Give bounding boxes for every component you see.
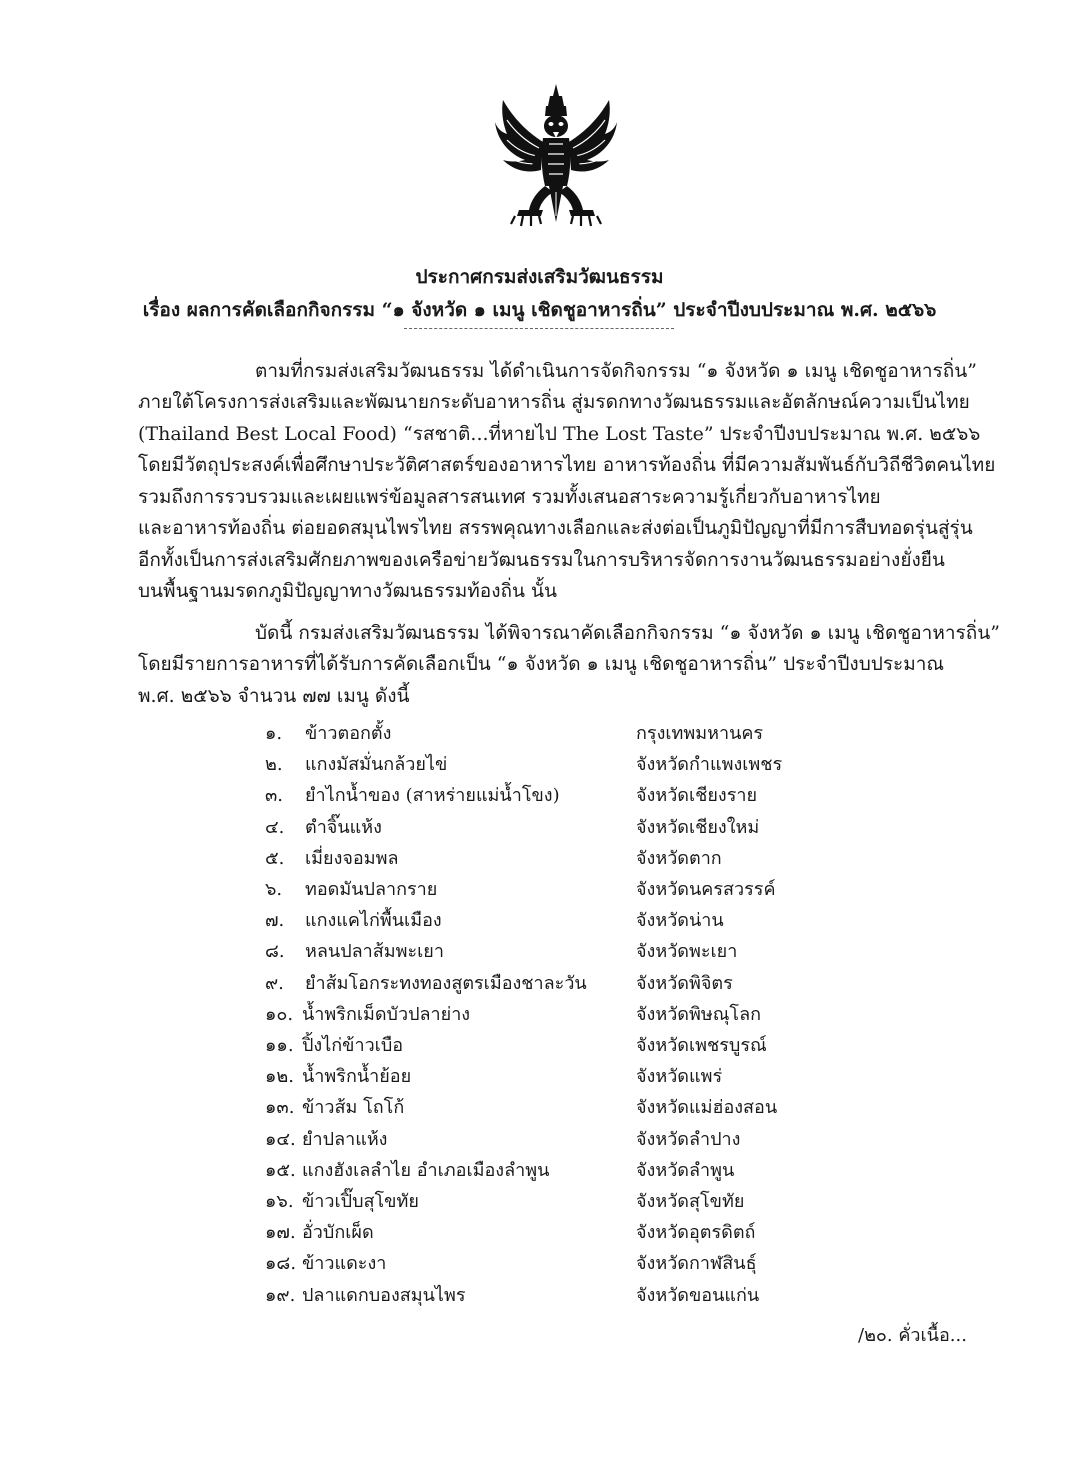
menu-item-name: ยำไกน้ำของ (สาหร่ายแม่น้ำโขง) <box>305 785 560 806</box>
paragraph-line: โดยมีรายการอาหารที่ได้รับการคัดเลือกเป็น “๑ จังหวัด ๑ เมนู เชิดชูอาหารถิ่น” ประจำปีงบประมาณ <box>138 653 945 675</box>
menu-item-name: แกงฮังเลลำไย อำเภอเมืองลำพูน <box>302 1160 550 1181</box>
menu-item-name: น้ำพริกน้ำย้อย <box>302 1066 412 1087</box>
garuda-emblem-icon <box>493 82 619 232</box>
menu-item-number: ๘. <box>265 941 285 962</box>
menu-item-number: ๓. <box>265 785 284 806</box>
menu-item-province: จังหวัดนครสวรรค์ <box>636 879 776 900</box>
paragraph-line: ภายใต้โครงการส่งเสริมและพัฒนายกระดับอาหารถิ่น สู่มรดกทางวัฒนธรรมและอัตลักษณ์ความเป็นไทย <box>138 391 970 413</box>
menu-item-number: ๑๔. <box>265 1129 296 1150</box>
menu-item-number: ๑๒. <box>265 1066 295 1087</box>
menu-item-name: แกงมัสมั่นกล้วยไข่ <box>305 754 448 775</box>
menu-item-number: ๙. <box>265 973 284 994</box>
menu-item-province: กรุงเทพมหานคร <box>636 723 764 744</box>
menu-item-province: จังหวัดกำแพงเพชร <box>636 754 783 775</box>
paragraph-line: รวมถึงการรวบรวมและเผยแพร่ข้อมูลสารสนเทศ รวมทั้งเสนอสาระความรู้เกี่ยวกับอาหารไทย <box>138 486 881 508</box>
paragraph-line: โดยมีวัตถุประสงค์เพื่อศึกษาประวัติศาสตร์ของอาหารไทย อาหารท้องถิ่น ที่มีความสัมพันธ์กับวิถีชีวิตคนไทย <box>138 454 996 476</box>
menu-item-name: อั่วบักเผ็ด <box>302 1222 374 1243</box>
menu-item-province: จังหวัดตาก <box>636 848 722 869</box>
menu-item-province: จังหวัดพะเยา <box>636 941 738 962</box>
paragraph-line: บนพื้นฐานมรดกภูมิปัญญาทางวัฒนธรรมท้องถิ่น นั้น <box>138 580 557 602</box>
menu-item-number: ๑๑. <box>265 1035 294 1056</box>
title-divider <box>404 328 674 329</box>
menu-item-number: ๑๙. <box>265 1285 296 1306</box>
paragraph-line: ตามที่กรมส่งเสริมวัฒนธรรม ได้ดำเนินการจัดกิจกรรม “๑ จังหวัด ๑ เมนู เชิดชูอาหารถิ่น” <box>255 360 977 382</box>
menu-item-name: น้ำพริกเม็ดบัวปลาย่าง <box>302 1004 471 1025</box>
menu-item-province: จังหวัดกาฬสินธุ์ <box>636 1253 757 1274</box>
menu-item-name: ปิ้งไก่ข้าวเบือ <box>302 1035 404 1056</box>
menu-item-name: หลนปลาส้มพะเยา <box>305 941 444 962</box>
menu-item-number: ๑๖. <box>265 1191 294 1212</box>
paragraph-line: อีกทั้งเป็นการส่งเสริมศักยภาพของเครือข่ายวัฒนธรรมในการบริหารจัดการงานวัฒนธรรมอย่างยั่งยืน <box>138 549 945 571</box>
menu-item-province: จังหวัดเชียงราย <box>636 785 758 806</box>
menu-item-province: จังหวัดน่าน <box>636 910 724 931</box>
menu-item-province: จังหวัดสุโขทัย <box>636 1191 745 1212</box>
menu-item-number: ๒. <box>265 754 283 775</box>
menu-item-number: ๑๘. <box>265 1253 297 1274</box>
menu-item-number: ๑๕. <box>265 1160 296 1181</box>
menu-item-number: ๑๓. <box>265 1097 295 1118</box>
menu-item-name: เมี่ยงจอมพล <box>305 848 399 869</box>
menu-item-number: ๔. <box>265 817 285 838</box>
menu-item-province: จังหวัดอุตรดิตถ์ <box>636 1222 756 1243</box>
menu-item-name: ตำจิ๊นแห้ง <box>305 817 382 838</box>
menu-item-province: จังหวัดขอนแก่น <box>636 1285 760 1306</box>
menu-item-number: ๑๗. <box>265 1222 296 1243</box>
menu-item-province: จังหวัดเชียงใหม่ <box>636 817 760 838</box>
document-subject: เรื่อง ผลการคัดเลือกกิจกรรม “๑ จังหวัด ๑ เมนู เชิดชูอาหารถิ่น” ประจำปีงบประมาณ พ.ศ. ๒๕๖๖ <box>142 299 937 321</box>
menu-item-name: แกงแคไก่พื้นเมือง <box>305 910 442 931</box>
page-continuation: /๒๐. คั่วเนื้อ... <box>858 1325 967 1346</box>
paragraph-line: (Thailand Best Local Food) “รสชาติ...ที่หายไป The Lost Taste” ประจำปีงบประมาณ พ.ศ. ๒๕๖๖ <box>138 423 981 445</box>
paragraph-line: บัดนี้ กรมส่งเสริมวัฒนธรรม ได้พิจารณาคัดเลือกกิจกรรม “๑ จังหวัด ๑ เมนู เชิดชูอาหารถิ่น” <box>255 622 1000 644</box>
document-title: ประกาศกรมส่งเสริมวัฒนธรรม <box>415 266 664 288</box>
menu-item-province: จังหวัดลำปาง <box>636 1129 741 1150</box>
menu-item-name: ข้าวส้ม โถโก้ <box>302 1097 405 1118</box>
menu-item-name: ข้าวเปิ๊บสุโขทัย <box>302 1191 419 1212</box>
menu-item-number: ๕. <box>265 848 285 869</box>
menu-item-name: ข้าวตอกตั้ง <box>305 723 392 744</box>
paragraph-line: พ.ศ. ๒๕๖๖ จำนวน ๗๗ เมนู ดังนี้ <box>138 685 410 707</box>
menu-item-name: ข้าวแดะงา <box>302 1253 387 1274</box>
menu-item-province: จังหวัดพิจิตร <box>636 973 733 994</box>
menu-item-province: จังหวัดพิษณุโลก <box>636 1004 762 1025</box>
menu-item-province: จังหวัดเพชรบูรณ์ <box>636 1035 767 1056</box>
menu-item-number: ๑๐. <box>265 1004 294 1025</box>
menu-item-number: ๗. <box>265 910 285 931</box>
menu-item-number: ๑. <box>265 723 283 744</box>
menu-item-name: ทอดมันปลากราย <box>305 879 438 900</box>
menu-item-name: ยำส้มโอกระทงทองสูตรเมืองชาละวัน <box>305 973 587 994</box>
menu-item-province: จังหวัดแม่ฮ่องสอน <box>636 1097 778 1118</box>
menu-item-number: ๖. <box>265 879 283 900</box>
menu-item-province: จังหวัดแพร่ <box>636 1066 723 1087</box>
menu-item-province: จังหวัดลำพูน <box>636 1160 735 1181</box>
menu-item-name: ยำปลาแห้ง <box>302 1129 388 1150</box>
paragraph-line: และอาหารท้องถิ่น ต่อยอดสมุนไพรไทย สรรพคุณทางเลือกและส่งต่อเป็นภูมิปัญญาที่มีการสืบทอดรุ่นสู่รุ่น <box>138 517 973 539</box>
menu-item-name: ปลาแดกบองสมุนไพร <box>302 1285 466 1306</box>
